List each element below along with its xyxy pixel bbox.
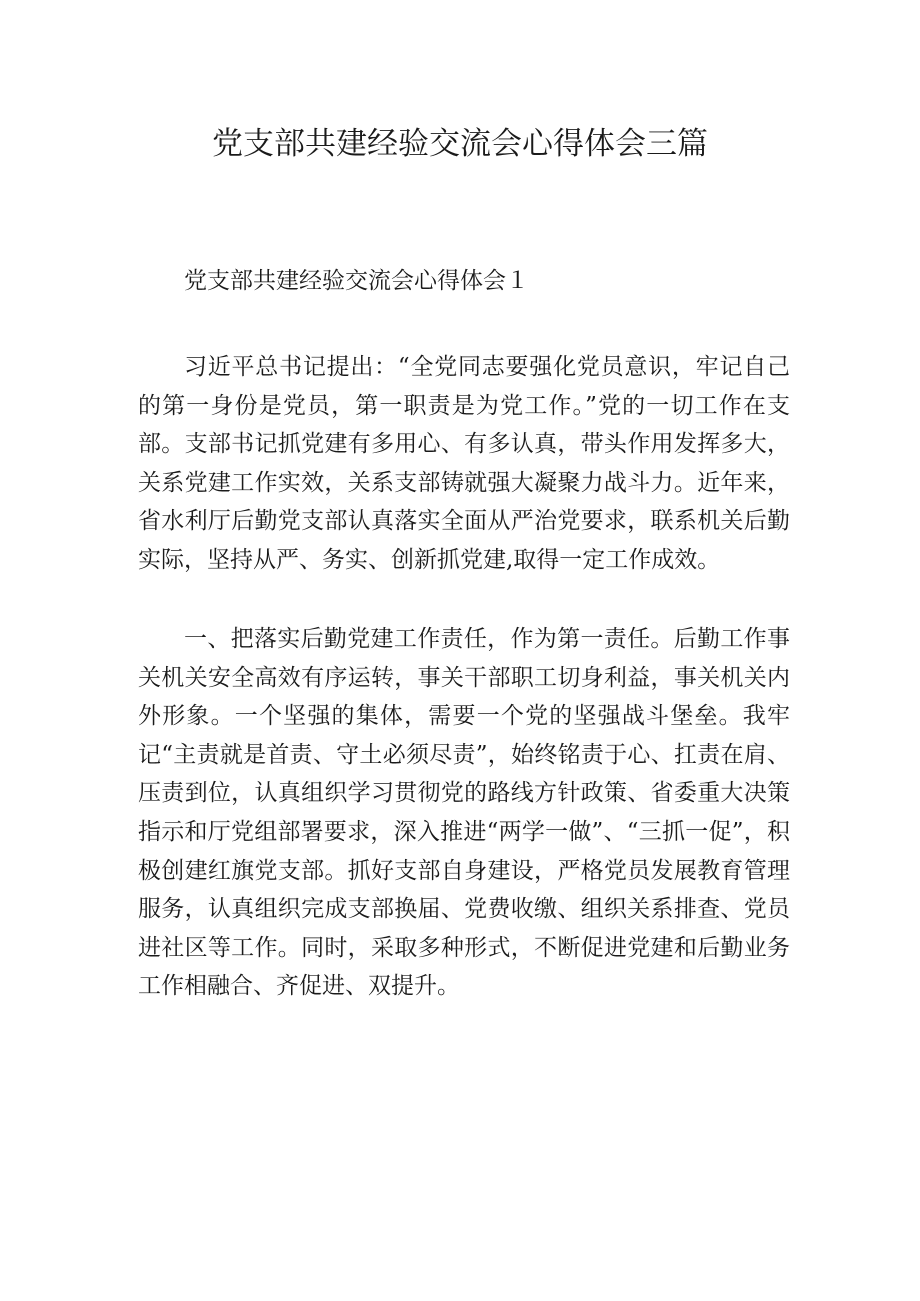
document-title: 党支部共建经验交流会心得体会三篇 — [212, 126, 708, 162]
section-subtitle: 党支部共建经验交流会心得体会１ — [184, 268, 529, 294]
paragraph-1: 习近平总书记提出：“全党同志要强化党员意识，牢记自己的第一身份是党员，第一职责是为党工作。”党的一切工作在支部。支部书记抓党建有多用心、有多认真，带头作用发挥多大，关系党建工作实效，关系支部铸就强大凝聚力战斗力。近年来，省水利厅后勤党支部认真落实全面从严治党要求，联系机关后勤实际，坚持从严、务实、创新抓党建,取得一定工作成效。 — [138, 354, 790, 573]
paragraph-2: 一、把落实后勤党建工作责任，作为第一责任。后勤工作事关机关安全高效有序运转，事关干部职工切身利益，事关机关内外形象。一个坚强的集体，需要一个党的坚强战斗堡垒。我牢记“主责就是首责、守土必须尽责”，始终铭责于心、扛责在肩、压责到位，认真组织学习贯彻党的路线方针政策、省委重大决策指示和厅党组部署要求，深入推进“两学一做”、“三抓一促”，积极创建红旗党支部。抓好支部自身建设，严格党员发展教育管理服务，认真组织完成支部换届、党费收缴、组织关系排查、党员进社区等工作。同时，采取多种形式，不断促进党建和后勤业务工作相融合、齐促进、双提升。 — [138, 626, 790, 1000]
